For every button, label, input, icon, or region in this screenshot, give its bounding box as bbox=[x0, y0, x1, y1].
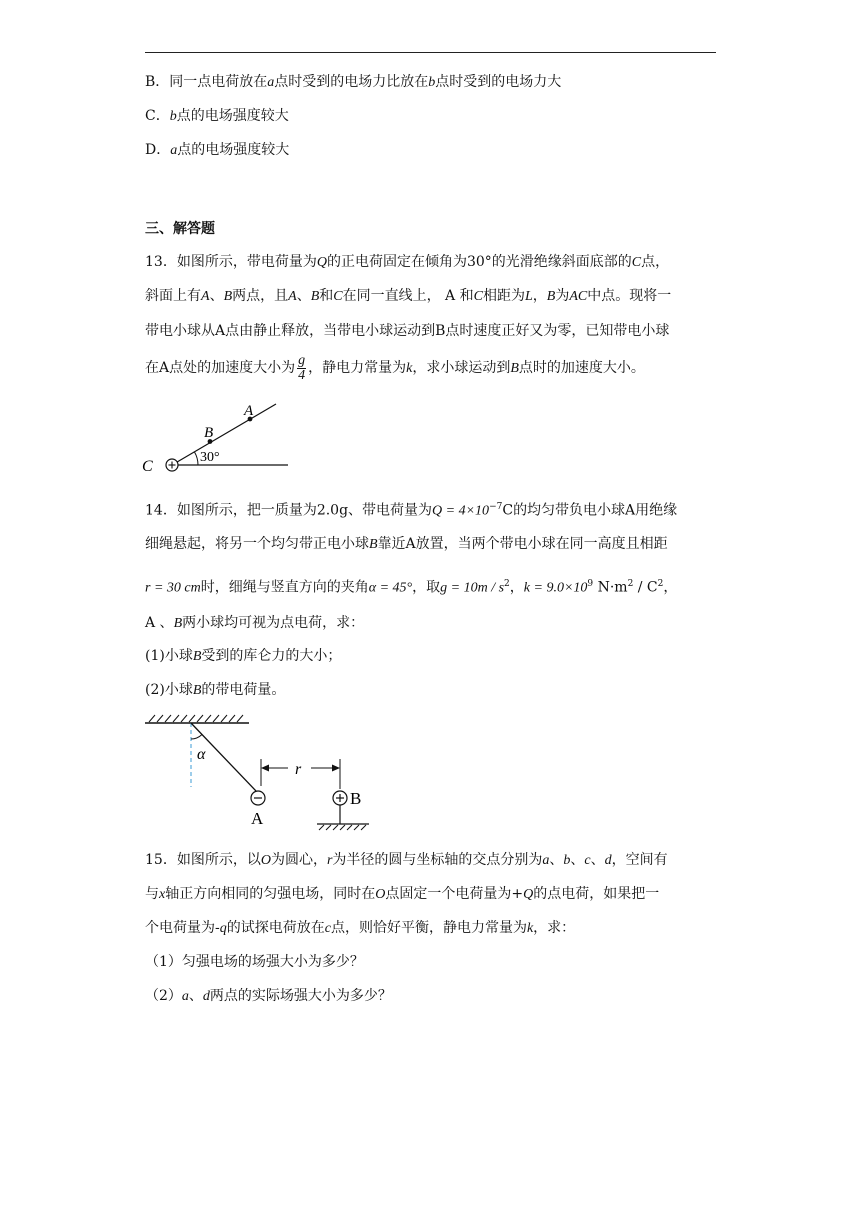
label-ball-B: B bbox=[350, 789, 362, 808]
section-title: 三、解答题 bbox=[145, 221, 215, 237]
q15-line2: 与x轴正方向相同的匀强电场，同时在O点固定一个电荷量为+Q的点电荷，如果把一 bbox=[145, 886, 660, 902]
q14-line2: 细绳悬起，将另一个均匀带正电小球B靠近A放置，当两个带电小球在同一高度且相距 bbox=[145, 536, 668, 552]
q14-line1: 14．如图所示，把一质量为2.0g、带电荷量为$Q = 4\times 10^{-7}C$的均匀带负电小球A用绝缘 bbox=[145, 502, 678, 519]
q15-line3: 个电荷量为-q的试探电荷放在c点，则恰好平衡，静电力常量为k，求： bbox=[145, 920, 576, 936]
q13-line4: 在A点处的加速度大小为 $\frac{g}{4}$ ，静电力常量为k，求小球运动到B点时的加速度大小。 bbox=[145, 352, 645, 383]
q13-line2: 斜面上有A、B两点，且A、B和C在同一直线上， A 和C相距为L，B为AC中点。现将一 bbox=[145, 288, 672, 304]
q15-sub2: （2）a、d两点的实际场强大小为多少？ bbox=[145, 988, 392, 1004]
label-alpha: α bbox=[197, 746, 206, 763]
label-B: B bbox=[204, 425, 214, 441]
q14-pendulum-figure bbox=[145, 712, 385, 830]
q13-incline-figure bbox=[140, 395, 300, 475]
label-C: C bbox=[142, 458, 153, 475]
label-r: r bbox=[295, 761, 302, 778]
q14-sub1: (1)小球B受到的库仑力的大小； bbox=[145, 648, 342, 664]
q14-line4: A 、B两小球均可视为点电荷，求： bbox=[145, 615, 365, 631]
header-rule bbox=[145, 52, 716, 53]
q13-line1: 13．如图所示，带电荷量为Q的正电荷固定在倾角为30°的光滑绝缘斜面底部的C点， bbox=[145, 254, 670, 270]
q15-sub1: （1）匀强电场的场强大小为多少？ bbox=[145, 954, 364, 970]
label-angle: 30° bbox=[200, 450, 220, 465]
q15-line1: 15．如图所示，以O为圆心，r为半径的圆与坐标轴的交点分别为a、b、c、d，空间有 bbox=[145, 852, 668, 868]
option-d: D．a点的电场强度较大 bbox=[145, 142, 290, 158]
q14-sub2: (2)小球B的带电荷量。 bbox=[145, 682, 286, 698]
label-A: A bbox=[244, 403, 254, 419]
q14-line3: r = 30 cm时，细绳与竖直方向的夹角α = 45°，取$g = 10m / s^2$，$k = 9.0\times 10^9$ $N\cdot m^2 / C^2$， bbox=[145, 579, 678, 596]
fraction-g-over-4: $\frac{g}{4}$ bbox=[298, 352, 306, 383]
option-c: C．b点的电场强度较大 bbox=[145, 108, 289, 124]
option-b: B．同一点电荷放在a点时受到的电场力比放在b点时受到的电场力大 bbox=[145, 74, 562, 90]
label-ball-A: A bbox=[251, 809, 264, 828]
q13-line3: 带电小球从A点由静止释放，当带电小球运动到B点时速度正好又为零，已知带电小球 bbox=[145, 323, 670, 339]
